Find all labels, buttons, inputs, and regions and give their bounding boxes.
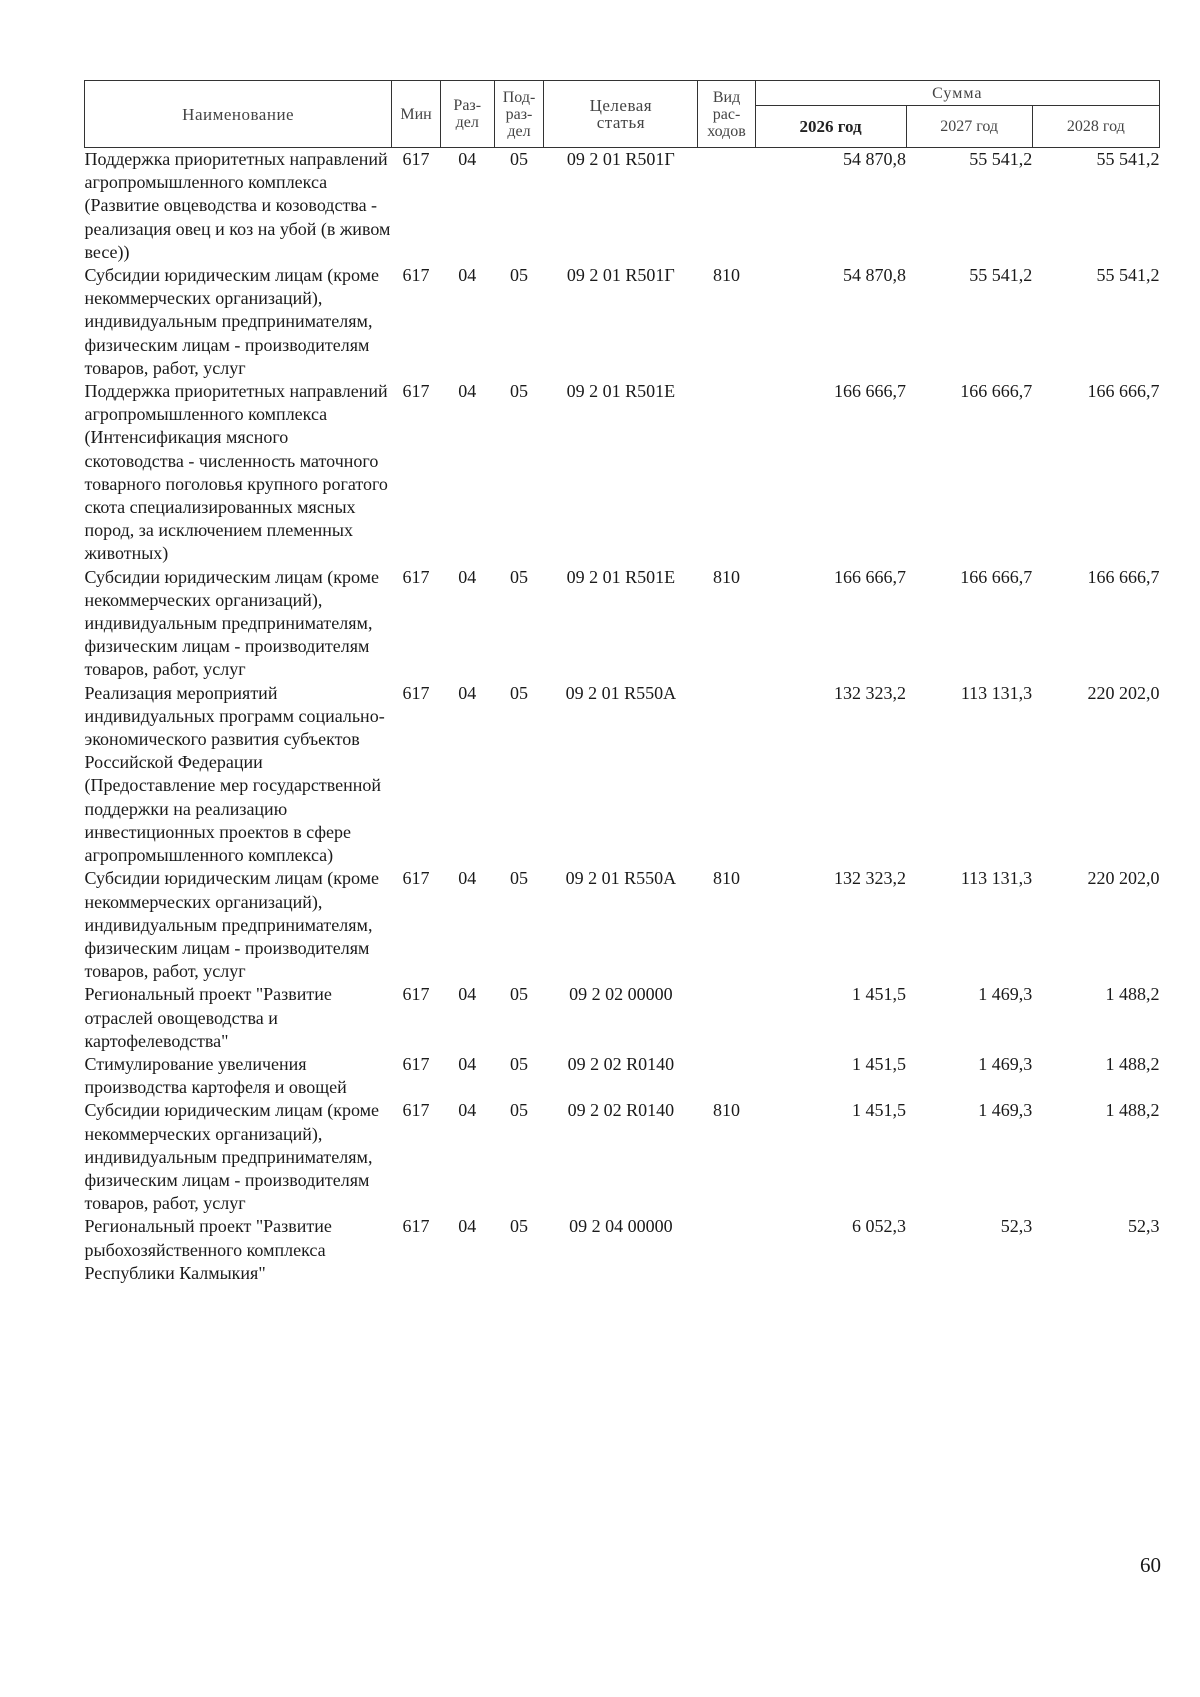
row-vid [698, 1215, 755, 1285]
row-sum-2026: 132 323,2 [834, 682, 907, 703]
row-sum-2027: 1 469,3 [978, 1053, 1033, 1074]
table-row [85, 380, 1160, 566]
row-sum-2027: 1 469,3 [978, 984, 1033, 1005]
row-min: 617 [402, 566, 430, 587]
row-tselevaya: 09 2 01 R501Г [566, 265, 675, 286]
row-razdel: 04 [458, 149, 477, 169]
row-min: 617 [402, 1216, 430, 1237]
row-sum-2027: 52,3 [1000, 1216, 1033, 1237]
table-row [85, 1099, 1160, 1215]
row-sum-2027: 166 666,7 [960, 566, 1033, 587]
row-sum-2026: 6 052,3 [852, 1216, 907, 1237]
row-name: Поддержка приоритетных направлений агропромышленного комплекса (Развитие овцеводства и козоводства - реализация овец и коз на убой (в живом весе)) [84, 149, 391, 262]
row-tselevaya: 09 2 01 R550A [565, 868, 677, 889]
row-min: 617 [402, 984, 430, 1005]
row-sum-2027: 1 469,3 [978, 1100, 1033, 1121]
row-sum-2028: 220 202,0 [1087, 682, 1160, 703]
header-summa: Сумма [755, 81, 1159, 106]
row-podrazdel: 05 [510, 566, 528, 587]
row-sum-2027: 55 541,2 [969, 149, 1033, 169]
row-sum-2028: 1 488,2 [1105, 1053, 1160, 1074]
row-sum-2026: 54 870,8 [843, 265, 907, 286]
row-min: 617 [402, 381, 430, 402]
row-vid: 810 [713, 566, 741, 587]
row-vid [698, 1053, 755, 1099]
row-podrazdel: 05 [510, 868, 528, 889]
row-sum-2028: 1 488,2 [1105, 984, 1160, 1005]
row-razdel: 04 [458, 984, 477, 1005]
row-vid: 810 [713, 265, 741, 286]
row-podrazdel: 05 [510, 381, 528, 402]
header-min: Мин [392, 81, 441, 148]
row-vid [698, 380, 755, 566]
header-2026: 2026 год [755, 106, 906, 148]
row-tselevaya: 09 2 01 R501E [566, 566, 676, 587]
row-podrazdel: 05 [510, 265, 528, 286]
row-sum-2027: 113 131,3 [960, 868, 1033, 889]
row-razdel: 04 [458, 1100, 477, 1121]
row-razdel: 04 [458, 682, 477, 703]
row-tselevaya: 09 2 02 00000 [569, 984, 673, 1005]
row-sum-2028: 166 666,7 [1087, 381, 1160, 402]
row-sum-2028: 52,3 [1128, 1216, 1160, 1237]
row-sum-2028: 166 666,7 [1087, 566, 1160, 587]
page-number: 60 [1140, 1553, 1161, 1577]
row-name: Субсидии юридическим лицам (кроме некоммерческих организаций), индивидуальным предпринимателям, физическим лицам - производителям товаров, работ, услуг [84, 265, 380, 378]
table-row [85, 983, 1160, 1053]
row-podrazdel: 05 [510, 1053, 528, 1074]
table-row [85, 148, 1160, 265]
row-razdel: 04 [458, 381, 477, 402]
row-razdel: 04 [458, 265, 477, 286]
row-min: 617 [402, 265, 430, 286]
row-vid: 810 [713, 1100, 741, 1121]
row-sum-2028: 55 541,2 [1096, 149, 1160, 169]
row-tselevaya: 09 2 01 R501Г [566, 149, 675, 169]
row-sum-2026: 1 451,5 [852, 1100, 907, 1121]
row-razdel: 04 [458, 868, 477, 889]
row-name: Субсидии юридическим лицам (кроме некоммерческих организаций), индивидуальным предпринимателям, физическим лицам - производителям товаров, работ, услуг [84, 1100, 380, 1214]
row-name: Реализация мероприятий индивидуальных программ социально-экономического развития субъектов Российской Федерации (Предоставление мер государственной поддержки на реализацию инвестиционных проектов в сфере агропромышленного комплекса) [84, 682, 385, 866]
row-name: Субсидии юридическим лицам (кроме некоммерческих организаций), индивидуальным предпринимателям, физическим лицам - производителям товаров, работ, услуг [84, 566, 380, 680]
table-body [85, 148, 1160, 1285]
table-row [85, 867, 1160, 983]
table-header [85, 81, 1160, 148]
row-name: Поддержка приоритетных направлений агропромышленного комплекса (Интенсификация мясного скотоводства - численность маточного товарного поголовья крупного рогатого скота специализированных мясных пород, за исключением племенных животных) [84, 381, 388, 564]
row-vid [698, 682, 755, 868]
table-row [85, 1215, 1160, 1285]
header-tselevaya: Целевая статья [544, 81, 698, 148]
row-razdel: 04 [458, 566, 477, 587]
header-podrazdel: Под- раз- дел [494, 81, 544, 148]
row-sum-2028: 220 202,0 [1087, 868, 1160, 889]
header-2028: 2028 год [1032, 106, 1159, 148]
row-sum-2026: 166 666,7 [834, 566, 907, 587]
row-sum-2027: 166 666,7 [960, 381, 1033, 402]
row-name: Региональный проект "Развитие отраслей овощеводства и картофелеводства" [84, 984, 332, 1051]
row-tselevaya: 09 2 04 00000 [569, 1216, 673, 1237]
row-razdel: 04 [458, 1216, 477, 1237]
table-row [85, 1053, 1160, 1099]
header-2027: 2027 год [906, 106, 1032, 148]
row-podrazdel: 05 [510, 682, 528, 703]
row-sum-2028: 55 541,2 [1096, 265, 1160, 286]
row-name: Стимулирование увеличения производства картофеля и овощей [84, 1053, 347, 1098]
header-razdel: Раз- дел [440, 81, 494, 148]
row-sum-2026: 1 451,5 [852, 984, 907, 1005]
row-podrazdel: 05 [510, 149, 528, 169]
row-podrazdel: 05 [510, 1216, 528, 1237]
table-row [85, 682, 1160, 868]
row-min: 617 [402, 1100, 430, 1121]
row-min: 617 [402, 149, 430, 169]
row-vid [698, 148, 755, 265]
row-sum-2027: 55 541,2 [969, 265, 1033, 286]
header-name: Наименование [85, 81, 392, 148]
row-tselevaya: 09 2 01 R501E [566, 381, 676, 402]
header-vid: Вид рас- ходов [698, 81, 755, 148]
row-sum-2028: 1 488,2 [1105, 1100, 1160, 1121]
row-tselevaya: 09 2 02 R0140 [567, 1053, 675, 1074]
row-min: 617 [402, 868, 430, 889]
table-row [85, 264, 1160, 380]
row-podrazdel: 05 [510, 984, 528, 1005]
row-tselevaya: 09 2 01 R550A [565, 682, 677, 703]
row-sum-2026: 54 870,8 [843, 149, 907, 169]
row-vid: 810 [713, 868, 741, 889]
row-sum-2026: 1 451,5 [852, 1053, 907, 1074]
row-name: Региональный проект "Развитие рыбохозяйственного комплекса Республики Калмыкия" [84, 1216, 332, 1283]
row-sum-2026: 166 666,7 [834, 381, 907, 402]
row-name: Субсидии юридическим лицам (кроме некоммерческих организаций), индивидуальным предпринимателям, физическим лицам - производителям товаров, работ, услуг [84, 868, 380, 982]
row-razdel: 04 [458, 1053, 477, 1074]
row-sum-2027: 113 131,3 [960, 682, 1033, 703]
table-row [85, 566, 1160, 682]
row-min: 617 [402, 682, 430, 703]
row-sum-2026: 132 323,2 [834, 868, 907, 889]
row-vid [698, 983, 755, 1053]
budget-table [84, 80, 1160, 1285]
row-tselevaya: 09 2 02 R0140 [567, 1100, 675, 1121]
row-podrazdel: 05 [510, 1100, 528, 1121]
row-min: 617 [402, 1053, 430, 1074]
